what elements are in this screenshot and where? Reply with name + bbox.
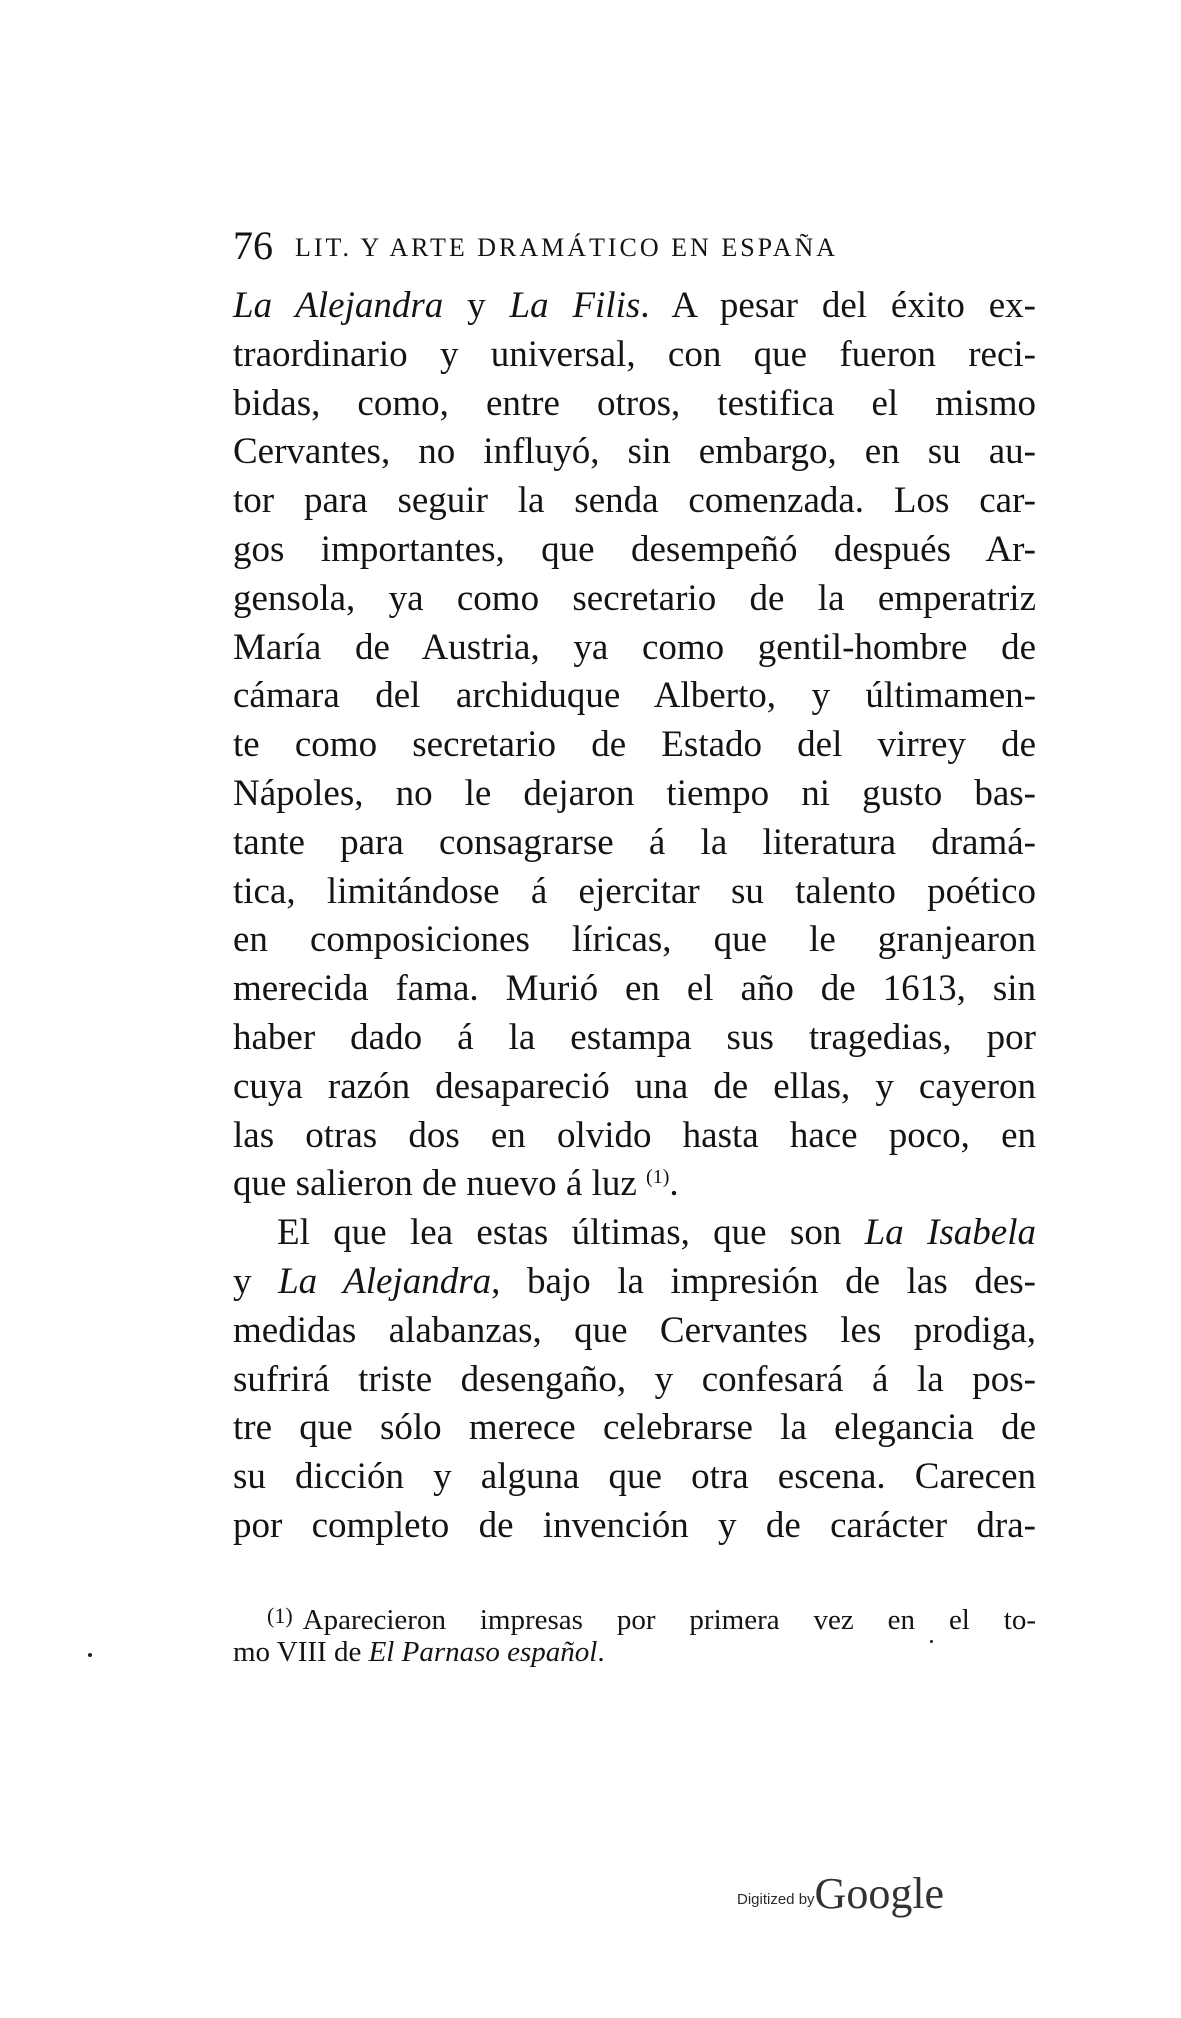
text-line	[233, 819, 1036, 868]
body-text	[233, 282, 1036, 1551]
text-line	[233, 380, 1036, 429]
text-line	[233, 1307, 1036, 1356]
text-line	[233, 1356, 1036, 1405]
text-line	[233, 1160, 1036, 1209]
footnote-title: El Parnaso español	[368, 1636, 598, 1668]
text-line	[233, 916, 1036, 965]
text-run: tante para consagrarse á la literatura dramá-	[233, 821, 1036, 863]
text-line	[233, 868, 1036, 917]
text-line	[233, 965, 1036, 1014]
text-run: bidas, como, entre otros, testifica el mismo	[233, 382, 1036, 424]
text-run: medidas alabanzas, que Cervantes les prodiga,	[233, 1309, 1036, 1351]
text-run: .	[669, 1163, 679, 1205]
italic-title: La Isabela	[864, 1212, 1036, 1254]
text-run: tor para seguir la senda comenzada. Los car-	[233, 480, 1036, 522]
text-line	[233, 1112, 1036, 1161]
text-line	[233, 1502, 1036, 1551]
page-number: 76	[233, 223, 273, 268]
text-run: cámara del archiduque Alberto, y últimamen-	[233, 675, 1036, 717]
text-line	[233, 672, 1036, 721]
text-line	[233, 477, 1036, 526]
text-line	[233, 526, 1036, 575]
text-run: su dicción y alguna que otra escena. Carecen	[233, 1456, 1036, 1498]
text-line	[233, 331, 1036, 380]
text-run: y	[443, 285, 510, 326]
text-run: María de Austria, ya como gentil-hombre de	[233, 626, 1036, 668]
text-run: merecida fama. Murió en el año de 1613, sin	[233, 968, 1036, 1010]
google-logo: Google	[814, 1869, 945, 1918]
text-line	[233, 1258, 1036, 1307]
text-run: y	[233, 1260, 279, 1302]
text-run: . A pesar del éxito ex-	[640, 285, 1036, 326]
text-line	[233, 1063, 1036, 1112]
footnote-line: mo VIII de El Parnaso español.	[233, 1636, 605, 1668]
italic-title: La Alejandra	[233, 285, 444, 326]
digitized-watermark: Digitized byGoogle	[737, 1869, 945, 1918]
text-run: traordinario y universal, con que fueron reci-	[233, 333, 1036, 375]
text-run: cuya razón desapareció una de ellas, y cayeron	[233, 1065, 1036, 1107]
footnote-line: $^{(1)}$ Aparecieron impresas por primera vez en el to-	[267, 1603, 1036, 1636]
text-run: haber dado á la estampa sus tragedias, por	[233, 1016, 1036, 1058]
text-line	[233, 624, 1036, 673]
text-run: tica, limitándose á ejercitar su talento poético	[233, 870, 1036, 912]
italic-title: La Alejandra	[278, 1260, 492, 1302]
text-line	[233, 770, 1036, 819]
text-run: gos importantes, que desempeñó después Ar-	[233, 528, 1036, 570]
scan-speck	[88, 1653, 92, 1657]
footnote	[233, 1598, 1036, 1670]
text-line	[233, 428, 1036, 477]
running-header	[233, 222, 1039, 269]
running-title: LIT. Y ARTE DRAMÁTICO EN ESPAÑA	[295, 233, 839, 262]
footnote-marker: (1)	[267, 1603, 293, 1628]
text-line	[233, 575, 1036, 624]
text-line	[233, 721, 1036, 770]
text-run: Cervantes, no influyó, sin embargo, en su au-	[233, 431, 1036, 473]
text-run: sufrirá triste desengaño, y confesará á la pos-	[233, 1358, 1036, 1400]
italic-title: La Filis	[509, 285, 641, 326]
text-line	[233, 1404, 1036, 1453]
text-line	[233, 282, 1036, 331]
text-run: El que lea estas últimas, que son	[277, 1212, 865, 1254]
text-line	[233, 1209, 1036, 1258]
text-run: en composiciones líricas, que le granjearon	[233, 919, 1036, 961]
text-run: gensola, ya como secretario de la emperatriz	[233, 577, 1036, 619]
footnote-ref: (1)	[646, 1166, 670, 1189]
text-run: tre que sólo merece celebrarse la elegancia de	[233, 1407, 1036, 1449]
text-line	[233, 1453, 1036, 1502]
text-run: , bajo la impresión de las des-	[491, 1260, 1036, 1302]
text-run: por completo de invención y de carácter dra-	[233, 1504, 1036, 1546]
text-line	[233, 1014, 1036, 1063]
text-run: que salieron de nuevo á luz	[233, 1163, 647, 1205]
text-run: Nápoles, no le dejaron tiempo ni gusto bas-	[233, 772, 1036, 814]
text-run: te como secretario de Estado del virrey de	[233, 724, 1036, 766]
scan-speck	[930, 1640, 933, 1643]
text-run: las otras dos en olvido hasta hace poco, en	[233, 1114, 1036, 1156]
